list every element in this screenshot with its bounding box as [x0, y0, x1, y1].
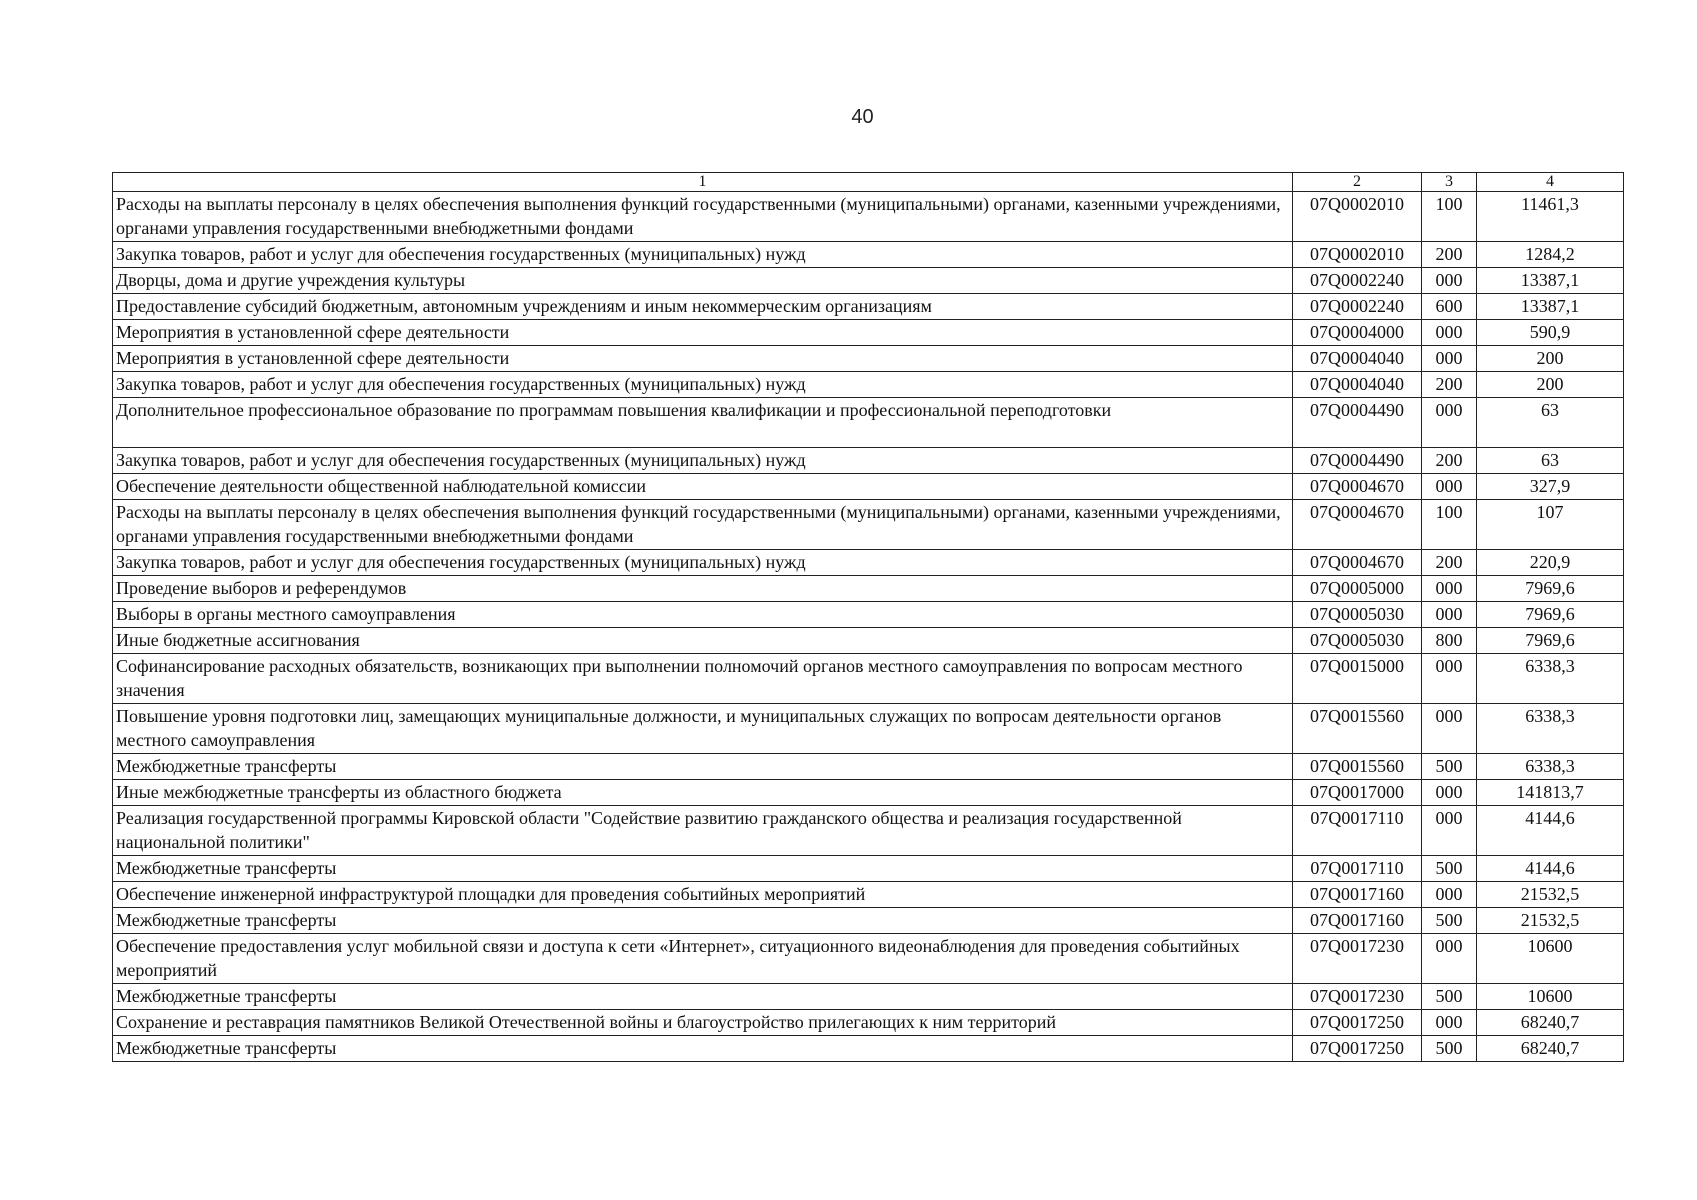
code-cell: 07Q0017000: [1293, 780, 1422, 806]
name-cell: Сохранение и реставрация памятников Великой Отечественной войны и благоустройство прилегающих к ним территорий: [113, 1010, 1293, 1036]
amount-cell: 11461,3: [1477, 192, 1624, 242]
name-cell: Обеспечение предоставления услуг мобильной связи и доступа к сети «Интернет», ситуационного видеонаблюдения для проведения событийных мероприятий: [113, 934, 1293, 984]
code-cell: 07Q0002240: [1293, 294, 1422, 320]
amount-cell: 10600: [1477, 984, 1624, 1010]
table-row: [113, 1036, 1624, 1062]
table-row: [113, 294, 1624, 320]
table-row: [113, 398, 1624, 448]
name-cell: Проведение выборов и референдумов: [113, 576, 1293, 602]
amount-cell: 63: [1477, 448, 1624, 474]
name-cell: Обеспечение инженерной инфраструктурой площадки для проведения событийных мероприятий: [113, 882, 1293, 908]
amount-cell: 7969,6: [1477, 628, 1624, 654]
table-row: [113, 448, 1624, 474]
amount-cell: 10600: [1477, 934, 1624, 984]
code-cell: 07Q0004040: [1293, 372, 1422, 398]
code-cell: 07Q0004670: [1293, 550, 1422, 576]
table-row: [113, 856, 1624, 882]
name-cell: Реализация государственной программы Кировской области "Содействие развитию гражданского общества и реализация государственной национальной политики": [113, 806, 1293, 856]
table-row: [113, 576, 1624, 602]
code-cell: 07Q0004000: [1293, 320, 1422, 346]
type-cell: 000: [1422, 654, 1477, 704]
type-cell: 100: [1422, 192, 1477, 242]
type-cell: 800: [1422, 628, 1477, 654]
name-cell: Мероприятия в установленной сфере деятельности: [113, 320, 1293, 346]
type-cell: 500: [1422, 1036, 1477, 1062]
code-cell: 07Q0004040: [1293, 346, 1422, 372]
table-row: [113, 372, 1624, 398]
type-cell: 600: [1422, 294, 1477, 320]
code-cell: 07Q0017230: [1293, 934, 1422, 984]
amount-cell: 200: [1477, 346, 1624, 372]
table-body: [113, 192, 1624, 1062]
table-row: [113, 754, 1624, 780]
type-cell: 200: [1422, 242, 1477, 268]
type-cell: 000: [1422, 1010, 1477, 1036]
name-cell: Дворцы, дома и другие учреждения культуры: [113, 268, 1293, 294]
amount-cell: 107: [1477, 500, 1624, 550]
name-cell: Обеспечение деятельности общественной наблюдательной комиссии: [113, 474, 1293, 500]
header-col-1: 1: [113, 173, 1293, 192]
table-row: [113, 474, 1624, 500]
table-row: [113, 704, 1624, 754]
name-cell: Предоставление субсидий бюджетным, автономным учреждениям и иным некоммерческим организациям: [113, 294, 1293, 320]
code-cell: 07Q0017160: [1293, 908, 1422, 934]
name-cell: Выборы в органы местного самоуправления: [113, 602, 1293, 628]
amount-cell: 200: [1477, 372, 1624, 398]
name-cell: Закупка товаров, работ и услуг для обеспечения государственных (муниципальных) нужд: [113, 550, 1293, 576]
name-cell: Расходы на выплаты персоналу в целях обеспечения выполнения функций государственными (муниципальными) органами, казенными учреждениями, органами управления государственными внебюджетными фондами: [113, 500, 1293, 550]
amount-cell: 13387,1: [1477, 268, 1624, 294]
table-row: [113, 908, 1624, 934]
code-cell: 07Q0015560: [1293, 754, 1422, 780]
table-row: [113, 654, 1624, 704]
name-cell: Софинансирование расходных обязательств, возникающих при выполнении полномочий органов местного самоуправления по вопросам местного значения: [113, 654, 1293, 704]
name-cell: Межбюджетные трансферты: [113, 1036, 1293, 1062]
type-cell: 100: [1422, 500, 1477, 550]
type-cell: 000: [1422, 320, 1477, 346]
table-row: [113, 192, 1624, 242]
code-cell: 07Q0015560: [1293, 704, 1422, 754]
amount-cell: 7969,6: [1477, 576, 1624, 602]
code-cell: 07Q0005000: [1293, 576, 1422, 602]
name-cell: Межбюджетные трансферты: [113, 908, 1293, 934]
name-cell: Иные бюджетные ассигнования: [113, 628, 1293, 654]
amount-cell: 63: [1477, 398, 1624, 448]
name-cell: Закупка товаров, работ и услуг для обеспечения государственных (муниципальных) нужд: [113, 448, 1293, 474]
name-cell: Закупка товаров, работ и услуг для обеспечения государственных (муниципальных) нужд: [113, 242, 1293, 268]
amount-cell: 6338,3: [1477, 704, 1624, 754]
table-row: [113, 320, 1624, 346]
amount-cell: 6338,3: [1477, 654, 1624, 704]
amount-cell: 6338,3: [1477, 754, 1624, 780]
code-cell: 07Q0002010: [1293, 242, 1422, 268]
code-cell: 07Q0017160: [1293, 882, 1422, 908]
type-cell: 000: [1422, 882, 1477, 908]
amount-cell: 590,9: [1477, 320, 1624, 346]
table-row: [113, 1010, 1624, 1036]
table-row: [113, 806, 1624, 856]
amount-cell: 21532,5: [1477, 908, 1624, 934]
header-col-3: 3: [1422, 173, 1477, 192]
table-row: [113, 550, 1624, 576]
table-row: [113, 602, 1624, 628]
type-cell: 000: [1422, 806, 1477, 856]
type-cell: 200: [1422, 372, 1477, 398]
name-cell: Расходы на выплаты персоналу в целях обеспечения выполнения функций государственными (муниципальными) органами, казенными учреждениями, органами управления государственными внебюджетными фондами: [113, 192, 1293, 242]
amount-cell: 4144,6: [1477, 806, 1624, 856]
type-cell: 000: [1422, 268, 1477, 294]
table-row: [113, 500, 1624, 550]
budget-table: [112, 172, 1624, 1062]
code-cell: 07Q0017110: [1293, 856, 1422, 882]
type-cell: 000: [1422, 474, 1477, 500]
name-cell: Закупка товаров, работ и услуг для обеспечения государственных (муниципальных) нужд: [113, 372, 1293, 398]
table-row: [113, 934, 1624, 984]
type-cell: 500: [1422, 856, 1477, 882]
type-cell: 200: [1422, 550, 1477, 576]
amount-cell: 141813,7: [1477, 780, 1624, 806]
amount-cell: 1284,2: [1477, 242, 1624, 268]
name-cell: Мероприятия в установленной сфере деятельности: [113, 346, 1293, 372]
type-cell: 000: [1422, 576, 1477, 602]
code-cell: 07Q0017230: [1293, 984, 1422, 1010]
header-col-4: 4: [1477, 173, 1624, 192]
code-cell: 07Q0002010: [1293, 192, 1422, 242]
name-cell: Дополнительное профессиональное образование по программам повышения квалификации и профессиональной переподготовки: [113, 398, 1293, 448]
table-row: [113, 346, 1624, 372]
code-cell: 07Q0017250: [1293, 1036, 1422, 1062]
amount-cell: 327,9: [1477, 474, 1624, 500]
table-row: [113, 628, 1624, 654]
amount-cell: 7969,6: [1477, 602, 1624, 628]
code-cell: 07Q0005030: [1293, 602, 1422, 628]
type-cell: 500: [1422, 754, 1477, 780]
type-cell: 000: [1422, 780, 1477, 806]
type-cell: 000: [1422, 346, 1477, 372]
amount-cell: 13387,1: [1477, 294, 1624, 320]
code-cell: 07Q0017110: [1293, 806, 1422, 856]
header-row: [113, 173, 1624, 192]
header-col-2: 2: [1293, 173, 1422, 192]
type-cell: 500: [1422, 984, 1477, 1010]
amount-cell: 21532,5: [1477, 882, 1624, 908]
table-row: [113, 984, 1624, 1010]
type-cell: 000: [1422, 704, 1477, 754]
page-number: 40: [851, 106, 874, 128]
code-cell: 07Q0017250: [1293, 1010, 1422, 1036]
name-cell: Повышение уровня подготовки лиц, замещающих муниципальные должности, и муниципальных служащих по вопросам деятельности органов местного самоуправления: [113, 704, 1293, 754]
amount-cell: 4144,6: [1477, 856, 1624, 882]
table-row: [113, 882, 1624, 908]
amount-cell: 68240,7: [1477, 1036, 1624, 1062]
code-cell: 07Q0004670: [1293, 500, 1422, 550]
table-header: [113, 173, 1624, 192]
type-cell: 000: [1422, 934, 1477, 984]
name-cell: Межбюджетные трансферты: [113, 754, 1293, 780]
code-cell: 07Q0004490: [1293, 448, 1422, 474]
type-cell: 200: [1422, 448, 1477, 474]
table-row: [113, 780, 1624, 806]
amount-cell: 68240,7: [1477, 1010, 1624, 1036]
code-cell: 07Q0004670: [1293, 474, 1422, 500]
name-cell: Межбюджетные трансферты: [113, 856, 1293, 882]
type-cell: 500: [1422, 908, 1477, 934]
code-cell: 07Q0005030: [1293, 628, 1422, 654]
code-cell: 07Q0002240: [1293, 268, 1422, 294]
type-cell: 000: [1422, 398, 1477, 448]
table-row: [113, 242, 1624, 268]
name-cell: Иные межбюджетные трансферты из областного бюджета: [113, 780, 1293, 806]
code-cell: 07Q0015000: [1293, 654, 1422, 704]
table-row: [113, 268, 1624, 294]
type-cell: 000: [1422, 602, 1477, 628]
code-cell: 07Q0004490: [1293, 398, 1422, 448]
name-cell: Межбюджетные трансферты: [113, 984, 1293, 1010]
amount-cell: 220,9: [1477, 550, 1624, 576]
